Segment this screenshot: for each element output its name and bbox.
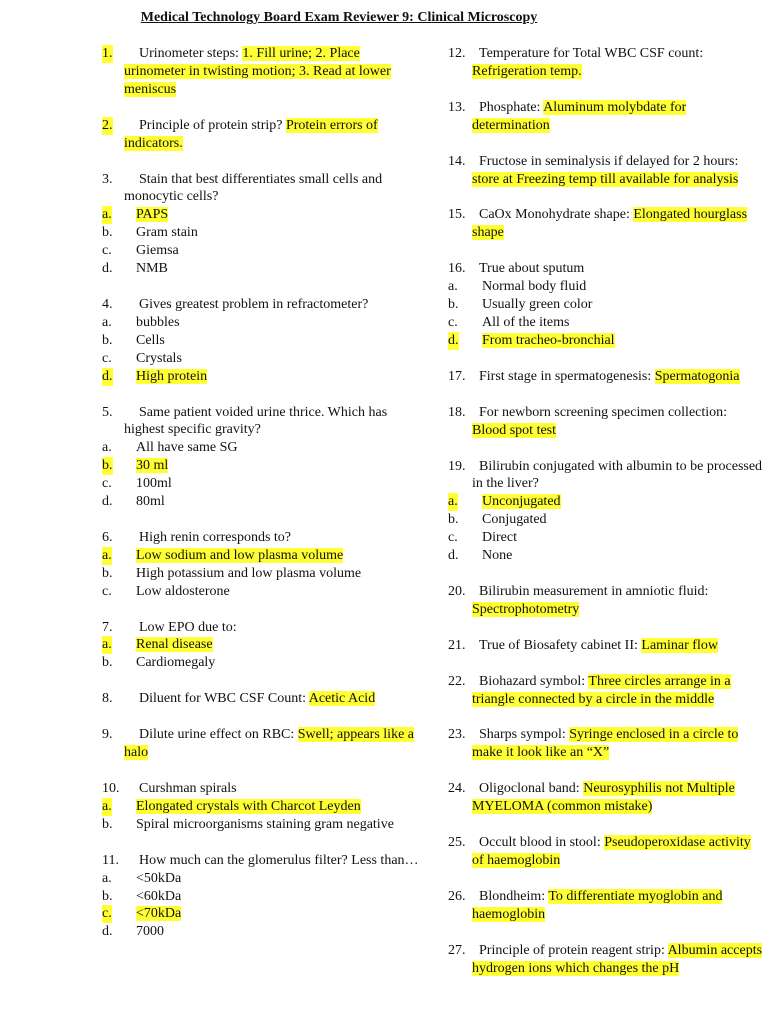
question-spacer (102, 672, 420, 690)
option-text: <60kDa (136, 888, 182, 904)
answer-highlight: store at Freezing temp till available for analysis (472, 171, 739, 187)
option-letter: a. (102, 798, 112, 814)
question-prompt: Sharps sympol: (479, 727, 570, 743)
question-prompt: Blondheim: (479, 888, 549, 904)
option-letter: b. (102, 655, 113, 671)
answer-highlight: Syringe enclosed in a circle to make it look like an “X” (472, 727, 739, 761)
question-spacer (448, 708, 763, 726)
question-number: 24. (448, 781, 466, 797)
question-spacer (448, 816, 763, 834)
question-prompt: Temperature for Total WBC CSF count: (479, 46, 704, 61)
question-prompt: Urinometer steps: (139, 46, 243, 61)
question-text (472, 834, 763, 870)
question-number: 16. (448, 261, 466, 277)
question-prompt: Occult blood in stool: (479, 835, 605, 851)
question-spacer (448, 565, 763, 583)
question-spacer (448, 924, 763, 942)
question-text (472, 673, 763, 709)
answer-highlight: Laminar flow (641, 637, 718, 653)
question-text (124, 171, 420, 207)
question-text (472, 45, 763, 81)
answer-highlight: Blood spot test (472, 422, 557, 438)
option-row (448, 278, 763, 296)
question-number: 7. (102, 619, 113, 635)
question-item (102, 404, 420, 511)
option-letter: d. (448, 332, 459, 348)
option-text: Direct (482, 530, 517, 546)
question-prompt: High renin corresponds to? (139, 529, 292, 545)
option-letter: b. (448, 512, 459, 528)
option-text: None (482, 548, 513, 564)
question-item (448, 260, 763, 350)
option-row (102, 547, 420, 565)
question-spacer (448, 655, 763, 673)
option-text: NMB (136, 261, 168, 277)
question-number: 22. (448, 673, 466, 689)
option-letter: b. (102, 458, 113, 474)
question-text (472, 404, 763, 440)
option-row (448, 547, 763, 565)
question-spacer (448, 242, 763, 260)
option-letter: c. (102, 583, 112, 599)
question-prompt: Phosphate: (479, 99, 544, 115)
option-letter: c. (102, 906, 112, 922)
question-prompt: CaOx Monohydrate shape: (479, 207, 634, 223)
answer-highlight: Spermatogonia (654, 368, 740, 384)
question-spacer (102, 601, 420, 619)
option-row (102, 565, 420, 583)
question-item (448, 368, 763, 386)
question-spacer (448, 188, 763, 206)
option-letter: a. (102, 440, 112, 456)
question-prompt: Principle of protein strip? (139, 117, 286, 133)
option-letter: a. (102, 207, 112, 223)
question-item (448, 206, 763, 242)
option-letter: b. (102, 565, 113, 581)
question-text (124, 117, 420, 153)
option-text: Usually green color (482, 297, 593, 313)
question-item (102, 690, 420, 708)
left-column (102, 45, 420, 941)
answer-highlight: Refrigeration temp. (472, 63, 582, 79)
answer-highlight: Elongated hourglass shape (472, 207, 748, 241)
option-text: Renal disease (136, 637, 213, 653)
question-text (472, 583, 763, 619)
question-item (448, 458, 763, 565)
option-letter: b. (102, 888, 113, 904)
question-spacer (448, 619, 763, 637)
question-prompt: First stage in spermatogenesis: (479, 368, 655, 384)
answer-highlight: Spectrophotometry (472, 601, 580, 617)
question-spacer (102, 708, 420, 726)
question-text (124, 726, 420, 762)
option-letter: a. (102, 870, 112, 886)
option-text: Unconjugated (482, 494, 561, 510)
option-row (102, 332, 420, 350)
question-number: 10. (102, 781, 120, 796)
option-letter: d. (448, 548, 459, 564)
answer-highlight: Swell; appears like a halo (124, 727, 415, 761)
option-letter: c. (102, 476, 112, 492)
question-text (124, 780, 420, 798)
option-row (102, 654, 420, 672)
option-text: Low sodium and low plasma volume (136, 547, 344, 563)
option-text: All of the items (482, 314, 570, 330)
option-text: 7000 (136, 924, 164, 940)
answer-highlight: Three circles arrange in a triangle connected by a circle in the middle (472, 673, 731, 707)
question-prompt: Dilute urine effect on RBC: (139, 727, 298, 743)
option-row (102, 636, 420, 654)
question-spacer (448, 440, 763, 458)
option-text: Giemsa (136, 243, 179, 259)
answer-highlight: Albumin accepts hydrogen ions which changes the pH (472, 942, 763, 976)
option-text: Crystals (136, 350, 182, 366)
question-item (448, 45, 763, 81)
option-row (102, 350, 420, 368)
question-prompt: Diluent for WBC CSF Count: (139, 691, 309, 707)
question-spacer (102, 762, 420, 780)
question-prompt: Stain that best differentiates small cells and monocytic cells? (124, 171, 383, 205)
option-row (102, 493, 420, 511)
option-text: Normal body fluid (482, 279, 587, 295)
option-text: Cardiomegaly (136, 655, 216, 671)
question-spacer (448, 386, 763, 404)
question-number: 15. (448, 207, 466, 223)
question-text (124, 45, 420, 99)
question-text (124, 404, 420, 440)
option-row (102, 798, 420, 816)
option-letter: c. (102, 350, 112, 366)
question-number: 14. (448, 153, 466, 169)
question-item (448, 780, 763, 816)
question-item (102, 117, 420, 153)
option-row (102, 905, 420, 923)
question-number: 8. (102, 691, 113, 707)
question-item (102, 171, 420, 278)
question-prompt: Bilirubin measurement in amniotic fluid: (479, 583, 709, 599)
option-text: High potassium and low plasma volume (136, 565, 362, 581)
answer-highlight: Aluminum molybdate for determination (472, 99, 687, 133)
question-spacer (102, 511, 420, 529)
option-letter: a. (448, 494, 458, 510)
question-text (124, 690, 420, 708)
question-prompt: True about sputum (479, 261, 585, 277)
question-item (102, 726, 420, 762)
question-number: 13. (448, 99, 466, 115)
question-number: 25. (448, 835, 466, 851)
option-text: Spiral microorganisms staining gram negative (136, 816, 394, 832)
option-letter: a. (102, 547, 112, 563)
question-text (472, 206, 763, 242)
question-spacer (102, 278, 420, 296)
option-letter: d. (102, 924, 113, 940)
question-spacer (448, 135, 763, 153)
option-row (102, 368, 420, 386)
question-number: 3. (102, 171, 113, 187)
option-row (102, 206, 420, 224)
question-item (102, 619, 420, 673)
question-spacer (102, 153, 420, 171)
option-letter: a. (102, 637, 112, 653)
answer-highlight: Pseudoperoxidase activity of haemoglobin (472, 835, 751, 868)
option-letter: a. (102, 314, 112, 330)
question-text (472, 153, 763, 189)
option-letter: c. (448, 530, 458, 546)
option-row (102, 457, 420, 475)
question-number: 27. (448, 942, 466, 958)
option-text: Low aldosterone (136, 583, 230, 599)
question-item (448, 583, 763, 619)
question-number: 26. (448, 888, 466, 904)
question-spacer (448, 350, 763, 368)
question-number: 9. (102, 727, 113, 743)
question-number: 1. (102, 46, 113, 61)
option-text: <50kDa (136, 870, 182, 886)
option-text: <70kDa (136, 906, 182, 922)
option-letter: b. (448, 297, 459, 313)
option-letter: b. (102, 816, 113, 832)
question-number: 12. (448, 46, 466, 61)
question-prompt: Principle of protein reagent strip: (479, 942, 668, 958)
question-prompt: Oligoclonal band: (479, 781, 584, 797)
question-prompt: Gives greatest problem in refractometer? (139, 296, 369, 312)
question-number: 6. (102, 529, 113, 545)
option-row (102, 314, 420, 332)
option-row (102, 260, 420, 278)
question-text (472, 888, 763, 924)
answer-highlight: Acetic Acid (308, 691, 376, 707)
option-text: From tracheo-bronchial (482, 332, 615, 348)
option-row (102, 224, 420, 242)
question-number: 21. (448, 637, 466, 653)
option-text: 100ml (136, 476, 172, 492)
answer-highlight: 1. Fill urine; 2. Place urinometer in twisting motion; 3. Read at lower meniscus (124, 46, 391, 97)
question-text (472, 637, 763, 655)
option-row (102, 888, 420, 906)
question-item (448, 888, 763, 924)
option-row (448, 332, 763, 350)
question-number: 17. (448, 368, 466, 384)
question-text (472, 942, 763, 978)
question-item (102, 780, 420, 834)
option-row (448, 511, 763, 529)
question-prompt: Same patient voided urine thrice. Which has highest specific gravity? (124, 404, 388, 438)
option-text: 80ml (136, 494, 165, 510)
option-row (102, 870, 420, 888)
question-item (448, 942, 763, 978)
question-spacer (448, 81, 763, 99)
option-letter: d. (102, 368, 113, 384)
question-prompt: Fructose in seminalysis if delayed for 2 hours: (479, 153, 739, 169)
option-row (102, 816, 420, 834)
option-row (102, 439, 420, 457)
option-letter: b. (102, 225, 113, 241)
question-text (124, 619, 420, 637)
question-item (102, 45, 420, 99)
question-item (102, 296, 420, 386)
option-letter: c. (102, 243, 112, 259)
question-item (448, 153, 763, 189)
option-text: Cells (136, 332, 165, 348)
question-text (472, 260, 763, 278)
question-text (472, 99, 763, 135)
question-spacer (448, 870, 763, 888)
option-row (102, 242, 420, 260)
question-spacer (102, 99, 420, 117)
question-item (102, 529, 420, 601)
option-text: Elongated crystals with Charcot Leyden (136, 798, 361, 814)
question-text (472, 368, 763, 386)
question-item (448, 673, 763, 709)
question-prompt: Biohazard symbol: (479, 673, 589, 689)
option-letter: d. (102, 494, 113, 510)
option-row (448, 493, 763, 511)
option-row (448, 296, 763, 314)
option-row (448, 314, 763, 332)
question-number: 11. (102, 852, 119, 868)
question-item (102, 852, 420, 942)
question-number: 19. (448, 458, 466, 474)
answer-highlight: To differentiate myoglobin and haemoglobin (472, 888, 723, 922)
option-letter: c. (448, 314, 458, 330)
document-title: Medical Technology Board Exam Reviewer 9: Clinical Microscopy (140, 10, 538, 25)
option-row (448, 529, 763, 547)
question-text (472, 726, 763, 762)
question-text (124, 296, 420, 314)
question-spacer (448, 762, 763, 780)
answer-highlight: Neurosyphilis not Multiple MYELOMA (common mistake) (472, 781, 735, 815)
question-item (448, 637, 763, 655)
option-row (102, 923, 420, 941)
question-text (124, 852, 420, 870)
option-text: Conjugated (482, 512, 547, 528)
option-text: High protein (136, 368, 208, 384)
question-prompt: Curshman spirals (139, 781, 237, 796)
question-text (472, 458, 763, 494)
question-prompt: How much can the glomerulus filter? Less than… (139, 852, 419, 868)
option-letter: b. (102, 332, 113, 348)
question-prompt: True of Biosafety cabinet II: (479, 637, 642, 653)
option-row (102, 475, 420, 493)
option-text: Gram stain (136, 225, 198, 241)
option-text: All have same SG (136, 440, 238, 456)
question-item (448, 99, 763, 135)
option-letter: d. (102, 261, 113, 277)
question-number: 2. (102, 117, 113, 133)
question-item (448, 404, 763, 440)
question-prompt: For newborn screening specimen collection: (479, 404, 728, 420)
question-spacer (102, 834, 420, 852)
question-number: 18. (448, 404, 466, 420)
right-column (448, 45, 763, 978)
option-row (102, 583, 420, 601)
question-prompt: Low EPO due to: (139, 619, 237, 635)
option-letter: a. (448, 279, 458, 295)
option-text: PAPS (136, 207, 169, 223)
question-number: 23. (448, 727, 466, 743)
question-number: 4. (102, 296, 113, 312)
question-item (448, 834, 763, 870)
option-text: 30 ml (136, 458, 169, 474)
question-number: 5. (102, 404, 113, 420)
question-text (124, 529, 420, 547)
question-spacer (102, 386, 420, 404)
question-item (448, 726, 763, 762)
answer-highlight: Protein errors of indicators. (124, 117, 378, 151)
option-text: bubbles (136, 314, 180, 330)
question-text (472, 780, 763, 816)
question-number: 20. (448, 583, 466, 599)
question-prompt: Bilirubin conjugated with albumin to be processed in the liver? (472, 458, 763, 492)
